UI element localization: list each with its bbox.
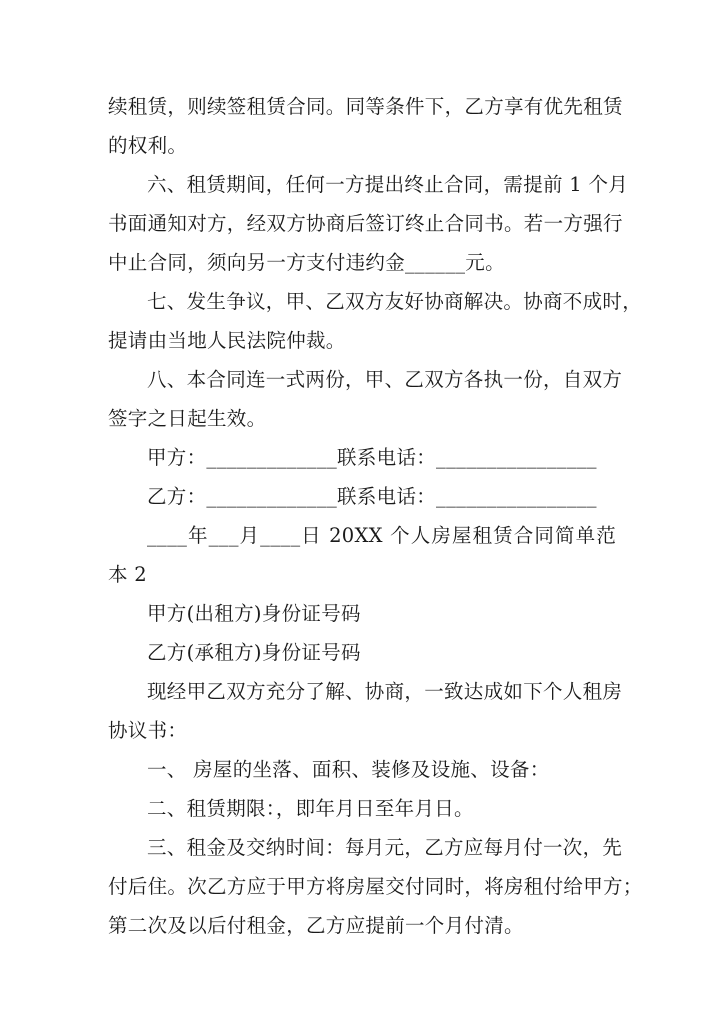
intro-paragraph: 现经甲乙双方充分了解、协商，一致达成如下个人租房 [147,680,623,703]
text-line: 的权利。 [108,134,188,157]
text-line: 签字之日起生效。 [108,407,267,430]
lessee-id-line: 乙方(承租方)身份证号码 [147,641,361,664]
clause-two: 二、租赁期限：，即年月日至年月日。 [147,797,474,820]
clause-eight: 八、本合同连一式两份，甲、乙双方各执一份，自双方 [147,368,623,391]
party-b-signature-line: 乙方：_____________联系电话：________________ [147,485,597,508]
text-line: 续租赁，则续签租赁合同。同等条件下，乙方享有优先租赁 [108,95,623,118]
clause-one: 一、 房屋的坐落、面积、装修及设施、设备： [147,758,550,781]
text-line: 协议书： [108,719,188,742]
text-line: 第二次及以后付租金，乙方应提前一个月付清。 [108,914,524,937]
clause-six: 六、租赁期间，任何一方提出终止合同，需提前 1 个月 [147,173,629,196]
text-line: 付后住。次乙方应于甲方将房屋交付同时，将房租付给甲方； [108,875,643,898]
party-a-signature-line: 甲方：_____________联系电话：________________ [147,446,597,469]
clause-seven: 七、发生争议，甲、乙双方友好协商解决。协商不成时， [147,290,643,313]
text-line: 中止合同，须向另一方支付违约金______元。 [108,251,505,274]
clause-three: 三、租金及交纳时间：每月元，乙方应每月付一次，先 [147,836,623,859]
lessor-id-line: 甲方(出租方)身份证号码 [147,602,361,625]
text-line: 本 2 [108,563,148,586]
date-and-title-line: ____年___月____日 20XX 个人房屋租赁合同简单范 [147,524,616,547]
text-line: 提请由当地人民法院仲裁。 [108,329,346,352]
text-line: 书面通知对方，经双方协商后签订终止合同书。若一方强行 [108,212,623,235]
